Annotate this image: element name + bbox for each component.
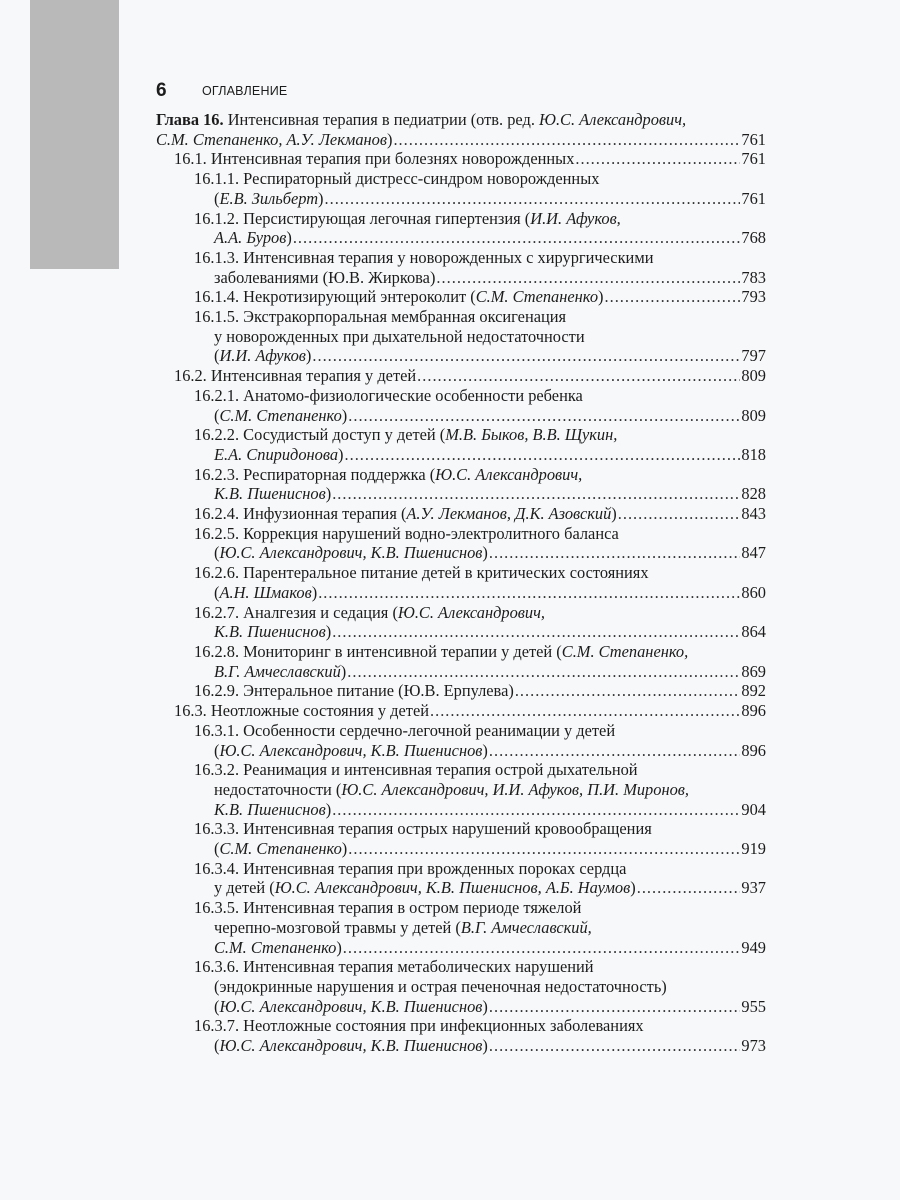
toc-subsection-entry[interactable] (156, 642, 766, 681)
toc-text-segment: 16.2.2. Сосудистый доступ у детей ( (194, 425, 446, 445)
toc-subsection-entry[interactable] (156, 760, 766, 819)
toc-text-segment: 16.2.6. Парентеральное питание детей в критических состояниях (194, 563, 649, 583)
toc-text-segment: недостаточности ( (214, 779, 342, 799)
toc-page-number: 973 (741, 1036, 766, 1056)
toc-entry-last-line (194, 543, 766, 563)
toc-text-segment: ( (214, 346, 220, 366)
toc-text-segment: ) (630, 878, 636, 898)
toc-page-number: 896 (741, 701, 766, 721)
toc-entry-text (156, 130, 392, 150)
dot-leader (345, 445, 741, 465)
toc-entry-line (194, 957, 766, 977)
toc-entry-line (194, 918, 766, 938)
toc-text-segment: 16.3.7. Неотложные состояния при инфекционных заболеваниях (194, 1016, 644, 1036)
toc-entry-last-line (194, 662, 766, 682)
toc-text-segment: С.М. Степаненко, (561, 641, 689, 661)
toc-text-segment: ) (386, 129, 393, 149)
toc-text-segment: Ю.С. Александрович, (539, 110, 687, 129)
toc-page-number: 761 (741, 149, 766, 169)
toc-entry-text (194, 681, 514, 701)
toc-entry-text (214, 268, 435, 288)
toc-text-segment: Е.В. Зильберт (219, 188, 319, 208)
toc-text-segment: А.А. Буров (214, 228, 287, 248)
toc-entry-line (194, 819, 766, 839)
toc-entry-line (194, 327, 766, 347)
toc-entry-last-line (194, 878, 766, 898)
page-edge-tab (30, 0, 119, 269)
toc-entry-line (194, 721, 766, 741)
toc-text-segment: 16.2.8. Мониторинг в интенсивной терапии у детей ( (194, 641, 562, 661)
toc-subsection-entry[interactable] (156, 681, 766, 701)
toc-text-segment: В.Г. Амчеславский (214, 661, 341, 681)
toc-text-segment: Ю.С. Александрович, И.И. Афуков, П.И. Миронов, (341, 779, 689, 799)
toc-entry-last-line (194, 741, 766, 761)
dot-leader (332, 484, 740, 504)
toc-text-segment: Ю.С. Александрович, К.В. Пшениснов (219, 543, 483, 563)
toc-subsection-entry[interactable] (156, 307, 766, 366)
toc-page-number: 860 (741, 582, 766, 602)
toc-entry-text (214, 583, 317, 603)
toc-entry-last-line (156, 130, 766, 150)
toc-text-segment: ) (325, 622, 332, 642)
toc-text-segment: Ю.С. Александрович, К.В. Пшениснов (219, 996, 483, 1016)
toc-subsection-entry[interactable] (156, 603, 766, 642)
toc-page-number: 904 (741, 799, 766, 819)
toc-entry-line (194, 563, 766, 583)
toc-text-segment: С.М. Степаненко, А.У. Лекманов (156, 129, 387, 149)
toc-text-segment: заболеваниями (Ю.В. Жиркова) (214, 267, 436, 287)
toc-page-number: 761 (741, 129, 766, 149)
toc-page-number: 809 (741, 366, 766, 386)
toc-entry-text (214, 445, 344, 465)
toc-subsection-entry[interactable] (156, 386, 766, 425)
toc-text-segment: ( (214, 740, 220, 760)
dot-leader (417, 366, 740, 386)
toc-entry-text (174, 701, 429, 721)
toc-text-segment: 16.1.2. Персистирующая легочная гипертензия ( (194, 208, 531, 228)
toc-subsection-entry[interactable] (156, 898, 766, 957)
toc-entry-last-line (194, 504, 766, 524)
toc-text-segment: А.Н. Шмаков (219, 582, 312, 602)
toc-text-segment: А.У. Лекманов, Д.К. Азовский (406, 504, 612, 524)
toc-page-number: 919 (741, 839, 766, 859)
toc-entry-text (174, 149, 574, 169)
toc-text-segment: 16.3.1. Особенности сердечно-легочной реанимации у детей (194, 720, 616, 740)
toc-page-number: 892 (741, 681, 766, 701)
toc-entry-text (214, 189, 324, 209)
table-of-contents (156, 110, 766, 1056)
toc-entry-last-line (194, 583, 766, 603)
toc-section-entry[interactable] (156, 366, 766, 386)
dot-leader (293, 228, 741, 248)
dot-leader (515, 681, 741, 701)
toc-text-segment: С.М. Степаненко (475, 287, 599, 307)
toc-text-segment: С.М. Степаненко (219, 839, 342, 859)
toc-entry-text (214, 406, 347, 426)
toc-text-segment: 16.1.4. Некротизирующий энтероколит ( (194, 287, 476, 307)
toc-text-segment: ( (214, 1036, 220, 1056)
toc-page-number: 937 (741, 878, 766, 898)
toc-text-segment: ( (214, 839, 220, 859)
toc-entry-last-line (174, 366, 766, 386)
toc-section-entry[interactable] (156, 701, 766, 721)
toc-entry-text (214, 662, 346, 682)
toc-entry-line (194, 977, 766, 997)
toc-text-segment: ) (286, 228, 292, 248)
toc-entry-text (214, 228, 292, 248)
toc-page-number: 949 (741, 937, 766, 957)
toc-text-segment: 16.2.3. Респираторная поддержка ( (194, 464, 436, 484)
toc-text-segment: ) (338, 444, 344, 464)
dot-leader (430, 701, 740, 721)
toc-entry-last-line (194, 228, 766, 248)
toc-entry-last-line (194, 839, 766, 859)
toc-entry-last-line (194, 1036, 766, 1056)
toc-entry-line (194, 209, 766, 229)
dot-leader (332, 622, 740, 642)
toc-subsection-entry[interactable] (156, 957, 766, 1016)
toc-entry-text (194, 504, 617, 524)
toc-page-number: 793 (741, 287, 766, 307)
toc-entry-text (214, 622, 331, 642)
toc-entry-line (194, 465, 766, 485)
toc-text-segment: 16.2.1. Анатомо-физиологические особенности ребенка (194, 385, 583, 405)
toc-entry-last-line (194, 346, 766, 366)
dot-leader (343, 938, 741, 958)
toc-page-number: 828 (741, 484, 766, 504)
toc-text-segment: И.И. Афуков, (530, 208, 621, 228)
toc-text-segment: ( (214, 543, 220, 563)
toc-text-segment: ) (325, 484, 332, 504)
toc-subsection-entry[interactable] (156, 248, 766, 287)
toc-text-segment: 16.3. Неотложные состояния у детей (174, 701, 429, 721)
toc-text-segment: ) (336, 937, 342, 957)
toc-text-segment: у новорожденных при дыхательной недостаточности (214, 326, 585, 346)
toc-entry-line (194, 760, 766, 780)
toc-subsection-entry[interactable] (156, 859, 766, 898)
toc-subsection-entry[interactable] (156, 1016, 766, 1055)
toc-subsection-entry[interactable] (156, 504, 766, 524)
toc-text-segment: 16.1. Интенсивная терапия при болезнях новорожденных (174, 149, 575, 169)
toc-subsection-entry[interactable] (156, 209, 766, 248)
toc-text-segment: ( (214, 188, 220, 208)
toc-page-number: 955 (741, 996, 766, 1016)
toc-subsection-entry[interactable] (156, 169, 766, 208)
dot-leader (489, 1036, 741, 1056)
toc-entry-line (194, 169, 766, 189)
toc-entry-line (194, 386, 766, 406)
toc-text-segment: ) (305, 346, 312, 366)
toc-text-segment: Интенсивная терапия в педиатрии (отв. ред. (223, 110, 540, 129)
toc-text-segment: ) (598, 287, 604, 307)
toc-text-segment: 16.2.7. Аналгезия и седация ( (194, 602, 398, 622)
toc-entry-line (194, 425, 766, 445)
toc-text-segment: 16.2.4. Инфузионная терапия ( (194, 504, 407, 524)
toc-entry-last-line (194, 406, 766, 426)
toc-entry-text (214, 543, 488, 563)
toc-entry-text (214, 997, 488, 1017)
toc-text-segment: ) (318, 188, 324, 208)
toc-entry-last-line (194, 622, 766, 642)
toc-text-segment: (эндокринные нарушения и острая печеночная недостаточность) (214, 976, 667, 996)
toc-entry-last-line (194, 445, 766, 465)
toc-text-segment: Ю.С. Александрович, (397, 602, 546, 622)
toc-text-segment: 16.3.6. Интенсивная терапия метаболических нарушений (194, 957, 594, 977)
toc-entry-line (194, 603, 766, 623)
dot-leader (347, 662, 740, 682)
toc-entry-text (174, 366, 416, 386)
toc-subsection-entry[interactable] (156, 721, 766, 760)
toc-subsection-entry[interactable] (156, 465, 766, 504)
toc-text-segment: 16.1.1. Респираторный дистресс-синдром новорожденных (194, 169, 600, 189)
toc-text-segment: ) (341, 405, 348, 425)
dot-leader (489, 997, 741, 1017)
toc-text-segment: 16.2.5. Коррекция нарушений водно-электролитного баланса (194, 523, 619, 543)
dot-leader (325, 189, 741, 209)
page-number: 6 (156, 80, 167, 101)
toc-entry-line (194, 307, 766, 327)
toc-text-segment: 16.1.5. Экстракорпоральная мембранная оксигенация (194, 307, 567, 327)
toc-text-segment: К.В. Пшениснов (214, 799, 326, 819)
toc-text-segment: ) (482, 1036, 488, 1056)
toc-text-segment: черепно-мозговой травмы у детей ( (214, 917, 461, 937)
toc-entry-line (194, 859, 766, 879)
dot-leader (348, 839, 740, 859)
toc-text-segment: ( (214, 582, 220, 602)
toc-entry-last-line (194, 268, 766, 288)
toc-page-number: 783 (741, 267, 766, 287)
toc-page-number: 864 (741, 622, 766, 642)
toc-page-number: 847 (741, 543, 766, 563)
toc-text-segment: ) (482, 740, 488, 760)
toc-subsection-entry[interactable] (156, 425, 766, 464)
toc-entry-line (194, 524, 766, 544)
toc-text-segment: Е.А. Спиридонова (214, 444, 339, 464)
dot-leader (393, 130, 740, 150)
toc-text-segment: 16.3.3. Интенсивная терапия острых нарушений кровообращения (194, 819, 652, 839)
toc-text-segment: В.Г. Амчеславский, (460, 917, 592, 937)
toc-page-number: 761 (741, 188, 766, 208)
toc-text-segment: Глава 16. (156, 110, 224, 129)
dot-leader (312, 346, 740, 366)
toc-text-segment: М.В. Быков, В.В. Щукин, (445, 425, 618, 445)
dot-leader (489, 741, 741, 761)
toc-entry-last-line (174, 701, 766, 721)
dot-leader (436, 268, 740, 288)
toc-entry-text (194, 287, 604, 307)
toc-page-number: 843 (741, 504, 766, 524)
toc-subsection-entry[interactable] (156, 819, 766, 858)
toc-text-segment: 16.3.4. Интенсивная терапия при врожденных пороках сердца (194, 858, 627, 878)
running-title: ОГЛАВЛЕНИЕ (202, 84, 288, 98)
toc-entry-text (214, 938, 342, 958)
toc-text-segment: 16.1.3. Интенсивная терапия у новорожденных с хирургическими (194, 247, 654, 267)
toc-text-segment: ( (214, 996, 220, 1016)
toc-entry-last-line (194, 189, 766, 209)
toc-text-segment: 16.3.5. Интенсивная терапия в остром периоде тяжелой (194, 898, 582, 918)
toc-chapter-entry[interactable] (156, 110, 766, 149)
toc-text-segment: К.В. Пшениснов (214, 622, 326, 642)
dot-leader (318, 583, 740, 603)
toc-text-segment: С.М. Степаненко (214, 937, 337, 957)
toc-entry-text (214, 839, 347, 859)
toc-text-segment: И.И. Афуков (219, 346, 306, 366)
toc-entry-last-line (194, 484, 766, 504)
toc-page-number: 818 (741, 444, 766, 464)
toc-text-segment: ) (482, 543, 488, 563)
toc-entry-text (214, 878, 636, 898)
toc-entry-line (194, 248, 766, 268)
toc-text-segment: 16.2. Интенсивная терапия у детей (174, 366, 417, 386)
toc-page-number: 896 (741, 740, 766, 760)
toc-text-segment: Ю.С. Александрович, К.В. Пшениснов, А.Б. Наумов (274, 878, 631, 898)
toc-section-entry[interactable] (156, 149, 766, 169)
toc-text-segment: 16.2.9. Энтеральное питание (Ю.В. Ерпулева) (194, 681, 514, 701)
toc-entry-last-line (194, 938, 766, 958)
toc-text-segment: ( (214, 405, 220, 425)
toc-entry-last-line (194, 681, 766, 701)
toc-subsection-entry[interactable] (156, 287, 766, 307)
toc-entry-line (194, 1016, 766, 1036)
dot-leader (575, 149, 740, 169)
toc-text-segment: Ю.С. Александрович, К.В. Пшениснов (219, 1036, 483, 1056)
dot-leader (332, 800, 740, 820)
toc-subsection-entry[interactable] (156, 524, 766, 563)
toc-text-segment: ) (340, 661, 347, 681)
toc-entry-last-line (194, 997, 766, 1017)
toc-entry-text (214, 346, 311, 366)
toc-entry-last-line (194, 800, 766, 820)
dot-leader (618, 504, 741, 524)
toc-text-segment: ) (611, 504, 617, 524)
toc-entry-line (156, 110, 766, 130)
toc-entry-line (194, 780, 766, 800)
toc-page-number: 797 (741, 346, 766, 366)
toc-entry-line (194, 642, 766, 662)
toc-text-segment: С.М. Степаненко (219, 405, 342, 425)
dot-leader (348, 406, 740, 426)
toc-page-number: 869 (741, 661, 766, 681)
toc-entry-line (194, 898, 766, 918)
toc-text-segment: 16.3.2. Реанимация и интенсивная терапия острой дыхательной (194, 760, 638, 780)
dot-leader (637, 878, 741, 898)
toc-text-segment: ) (325, 799, 332, 819)
toc-text-segment: ) (311, 582, 318, 602)
toc-entry-text (214, 741, 488, 761)
toc-page-number: 809 (741, 405, 766, 425)
toc-entry-text (214, 484, 331, 504)
dot-leader (489, 543, 741, 563)
toc-page-number: 768 (741, 228, 766, 248)
toc-entry-text (214, 800, 331, 820)
toc-text-segment: К.В. Пшениснов (214, 484, 326, 504)
toc-subsection-entry[interactable] (156, 563, 766, 602)
toc-text-segment: ) (482, 996, 488, 1016)
dot-leader (605, 287, 741, 307)
toc-entry-last-line (174, 149, 766, 169)
toc-entry-last-line (194, 287, 766, 307)
toc-text-segment: Ю.С. Александрович, К.В. Пшениснов (219, 740, 483, 760)
toc-text-segment: ) (341, 839, 348, 859)
toc-entry-text (214, 1036, 488, 1056)
toc-text-segment: Ю.С. Александрович, (435, 464, 583, 484)
toc-text-segment: у детей ( (214, 878, 275, 898)
